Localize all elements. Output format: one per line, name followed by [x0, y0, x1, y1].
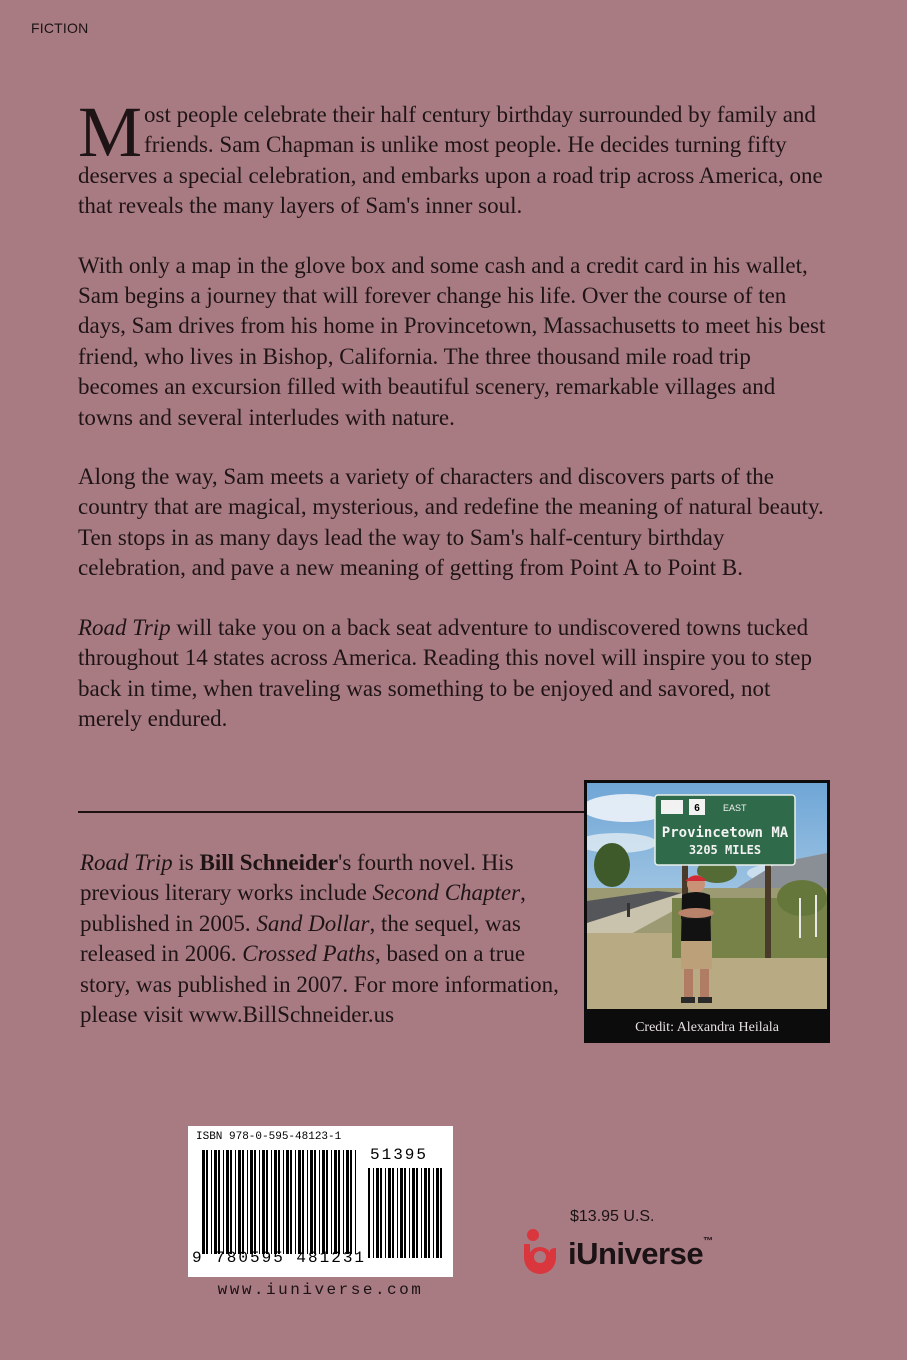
author-bio	[80, 848, 560, 1030]
author-name: Bill Schneider	[199, 850, 339, 875]
barcode-bar	[338, 1150, 340, 1254]
barcode-bar	[428, 1168, 430, 1258]
barcode-bar	[343, 1150, 344, 1254]
blurb-paragraph-2: With only a map in the glove box and some cash and a credit card in his wallet, Sam begins a journey that will forever change his life. Over the course of ten days, Sam drives from his home in Provincetown, Massachusetts to meet his best friend, who lives in Bishop, California. The three thousand mile road trip becomes an excursion filled with beautiful scenery, remarkable villages and towns and several interludes with nature.	[78, 252, 826, 430]
publisher-logo	[520, 1228, 713, 1280]
sign-route: 6	[694, 803, 700, 814]
barcode-bar	[368, 1168, 370, 1258]
barcode-bar	[331, 1150, 332, 1254]
barcode-bar	[250, 1150, 253, 1254]
isbn-number: ISBN 978-0-595-48123-1	[196, 1131, 342, 1143]
barcode-bar	[373, 1168, 374, 1258]
publisher-website: www.iuniverse.com	[217, 1281, 424, 1299]
barcode-bar	[421, 1168, 422, 1258]
barcode-bar	[202, 1150, 205, 1254]
barcode-bar	[290, 1150, 292, 1254]
photo-credit: Credit: Alexandra Heilala	[635, 1020, 779, 1035]
barcode-bar	[226, 1150, 229, 1254]
barcode-bar	[218, 1150, 220, 1254]
author-photo-image	[587, 783, 827, 1009]
bio-text-5: , based on a true story, was published in 2007. For more information, please visit www.BillSchneider.us	[80, 941, 559, 1028]
barcode-bar	[322, 1150, 325, 1254]
barcode-bar	[400, 1168, 403, 1258]
barcode-bar	[259, 1150, 260, 1254]
iuniverse-logo-icon	[520, 1228, 564, 1280]
bio-work-2: Sand Dollar	[256, 910, 370, 936]
barcode-bar	[376, 1168, 379, 1258]
barcode-bar	[230, 1150, 232, 1254]
barcode-bar	[416, 1168, 418, 1258]
publisher-name	[568, 1236, 713, 1272]
publisher-name-text: iUniverse	[568, 1236, 704, 1271]
barcode-bar	[319, 1150, 320, 1254]
bio-text-1: is	[172, 850, 200, 875]
barcode-bar	[266, 1150, 268, 1254]
barcode-bar	[206, 1150, 208, 1254]
barcode-price-code: 51395	[370, 1146, 429, 1164]
barcode-bar	[314, 1150, 316, 1254]
blurb-paragraph-4	[78, 613, 830, 735]
genre-label: FICTION	[31, 20, 89, 36]
barcode-bar	[286, 1150, 289, 1254]
book-price: $13.95 U.S.	[570, 1208, 655, 1225]
sign-line-2: 3205 MILES	[688, 843, 762, 857]
barcode-bar	[385, 1168, 386, 1258]
barcode-bar	[388, 1168, 391, 1258]
barcode-bar	[440, 1168, 442, 1258]
blurb-paragraph-1	[78, 92, 830, 222]
barcode-bar	[283, 1150, 284, 1254]
barcode-bar	[214, 1150, 217, 1254]
barcode-bar	[274, 1150, 277, 1254]
barcode-bar	[350, 1150, 352, 1254]
barcode-bar	[326, 1150, 328, 1254]
barcode-bar	[380, 1168, 382, 1258]
sign-direction: EAST	[723, 803, 747, 813]
barcode-bar	[235, 1150, 236, 1254]
barcode-bar	[334, 1150, 337, 1254]
book-blurb	[78, 92, 830, 763]
barcode-bar	[346, 1150, 349, 1254]
drop-cap: M	[78, 92, 143, 172]
barcode-bar	[302, 1150, 304, 1254]
barcode-bar	[424, 1168, 427, 1258]
barcode-bar	[223, 1150, 224, 1254]
sign-line-1: Provincetown MA	[661, 825, 789, 841]
blurb-paragraph-1-text: ost people celebrate their half century birthday surrounded by family and friends. Sam Chapman is unlike most people. He decides turning fifty deserves a special celebration, and embarks upon a road trip across America, one that reveals the many layers of Sam's inner soul.	[78, 102, 823, 219]
barcode-bar	[247, 1150, 248, 1254]
bio-book-title: Road Trip	[80, 850, 173, 875]
bio-work-1: Second Chapter	[372, 880, 521, 906]
barcode-bar	[397, 1168, 398, 1258]
book-title-italic: Road Trip	[78, 614, 171, 640]
blurb-paragraph-3: Along the way, Sam meets a variety of characters and discovers parts of the country that are magical, mysterious, and redefine the meaning of natural beauty. Ten stops in as many days lead the way to Sam's half-century birthday celebration, and pave a new meaning of getting from Point A to Point B.	[78, 464, 824, 581]
barcode-bar	[355, 1150, 356, 1254]
barcode-bar	[278, 1150, 280, 1254]
barcode-bar	[307, 1150, 308, 1254]
barcode-bar	[433, 1168, 434, 1258]
barcode-bar	[262, 1150, 265, 1254]
barcode-bar	[298, 1150, 301, 1254]
barcode-bar	[238, 1150, 241, 1254]
barcode-bar	[211, 1150, 212, 1254]
trademark-symbol: ™	[703, 1236, 713, 1247]
barcode-bar	[295, 1150, 296, 1254]
isbn-barcode	[188, 1126, 453, 1277]
bio-text-2: 's fourth novel. His previous literary works include	[80, 850, 514, 906]
barcode-bar	[310, 1150, 313, 1254]
blurb-paragraph-4-text: will take you on a back seat adventure to undiscovered towns tucked throughout 14 states across America. Reading this novel will inspire you to step back in time, when traveling was something to be enjoyed and savored, not merely endured.	[78, 614, 812, 731]
barcode-bar	[436, 1168, 439, 1258]
author-photo	[584, 780, 830, 1043]
bio-text-4: , the sequel, was released in 2006.	[80, 910, 521, 967]
barcode-bar	[409, 1168, 410, 1258]
barcode-bar	[392, 1168, 394, 1258]
barcode-bar	[412, 1168, 415, 1258]
barcode-bar	[242, 1150, 244, 1254]
barcode-digits: 9 780595 481231	[192, 1249, 367, 1267]
barcode-bar	[404, 1168, 406, 1258]
divider-rule	[78, 811, 586, 813]
bio-text-3: , published in 2005.	[80, 880, 526, 936]
barcode-bar	[254, 1150, 256, 1254]
bio-work-3: Crossed Paths	[242, 941, 375, 967]
barcode-bar	[271, 1150, 272, 1254]
